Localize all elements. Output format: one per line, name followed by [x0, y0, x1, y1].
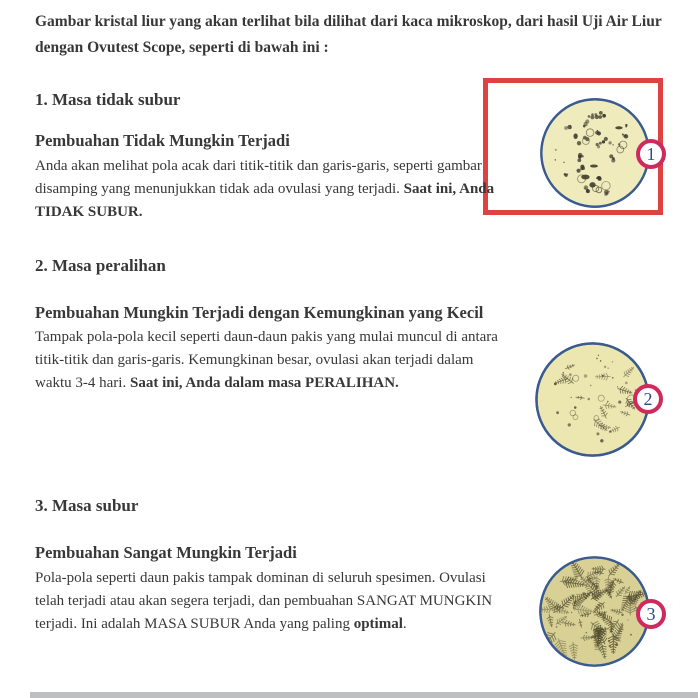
section-3-heading: 3. Masa subur	[35, 496, 139, 515]
section-3-body-bold: optimal	[353, 616, 403, 632]
section-1-heading: 1. Masa tidak subur	[35, 90, 181, 109]
section-2-subheading: Pembuahan Mungkin Terjadi dengan Kemungkinan yang Kecil	[35, 303, 484, 322]
section-1-body-text: Anda akan melihat pola acak dari titik-titik dan garis-garis, seperti gambar disamping yang menunjukkan tidak ada ovulasi yang terjadi.	[35, 158, 482, 197]
intro-paragraph: Gambar kristal liur yang akan terlihat bila dilihat dari kaca mikroskop, dari hasil Uji Air Liur dengan Ovutest Scope, seperti di bawah ini :	[35, 13, 662, 56]
page-bottom-divider	[30, 692, 698, 698]
section-1-body-bold: Saat ini, Anda TIDAK SUBUR.	[35, 181, 495, 220]
specimen-image-3[interactable]	[537, 554, 652, 669]
section-3-subheading: Pembuahan Sangat Mungkin Terjadi	[35, 543, 297, 562]
section-2-heading: 2. Masa peralihan	[35, 256, 166, 275]
figure-1-number-badge: 1	[636, 139, 666, 169]
section-3-body-text: Pola-pola seperti daun pakis tampak dominan di seluruh spesimen. Ovulasi telah terjadi atau akan segera terjadi, dan pembuahan SANGAT MUNGKIN terjadi. Ini adalah MASA SUBUR Anda yang paling	[35, 570, 493, 632]
section-3-body: Pola-pola seperti daun pakis tampak dominan di seluruh spesimen. Ovulasi telah terjadi atau akan segera terjadi, dan pembuahan SANGAT MUNGKIN terjadi. Ini adalah MASA SUBUR Anda yang paling optimal.	[35, 570, 493, 632]
specimen-image-1[interactable]	[538, 96, 652, 210]
figure-3-number-badge: 3	[636, 599, 666, 629]
section-2-body-bold: Saat ini, Anda dalam masa PERALIHAN.	[129, 375, 399, 391]
section-2-body	[35, 326, 513, 395]
section-1-body	[35, 155, 505, 224]
section-1-subheading: Pembuahan Tidak Mungkin Terjadi	[35, 131, 290, 150]
section-2-body-text: Tampak pola-pola kecil seperti daun-daun pakis yang mulai muncul di antara titik-titik dan garis-garis. Kemungkinan besar, ovulasi akan terjadi dalam waktu 3-4 hari.	[35, 329, 498, 391]
figure-2-number-badge: 2	[633, 384, 663, 414]
